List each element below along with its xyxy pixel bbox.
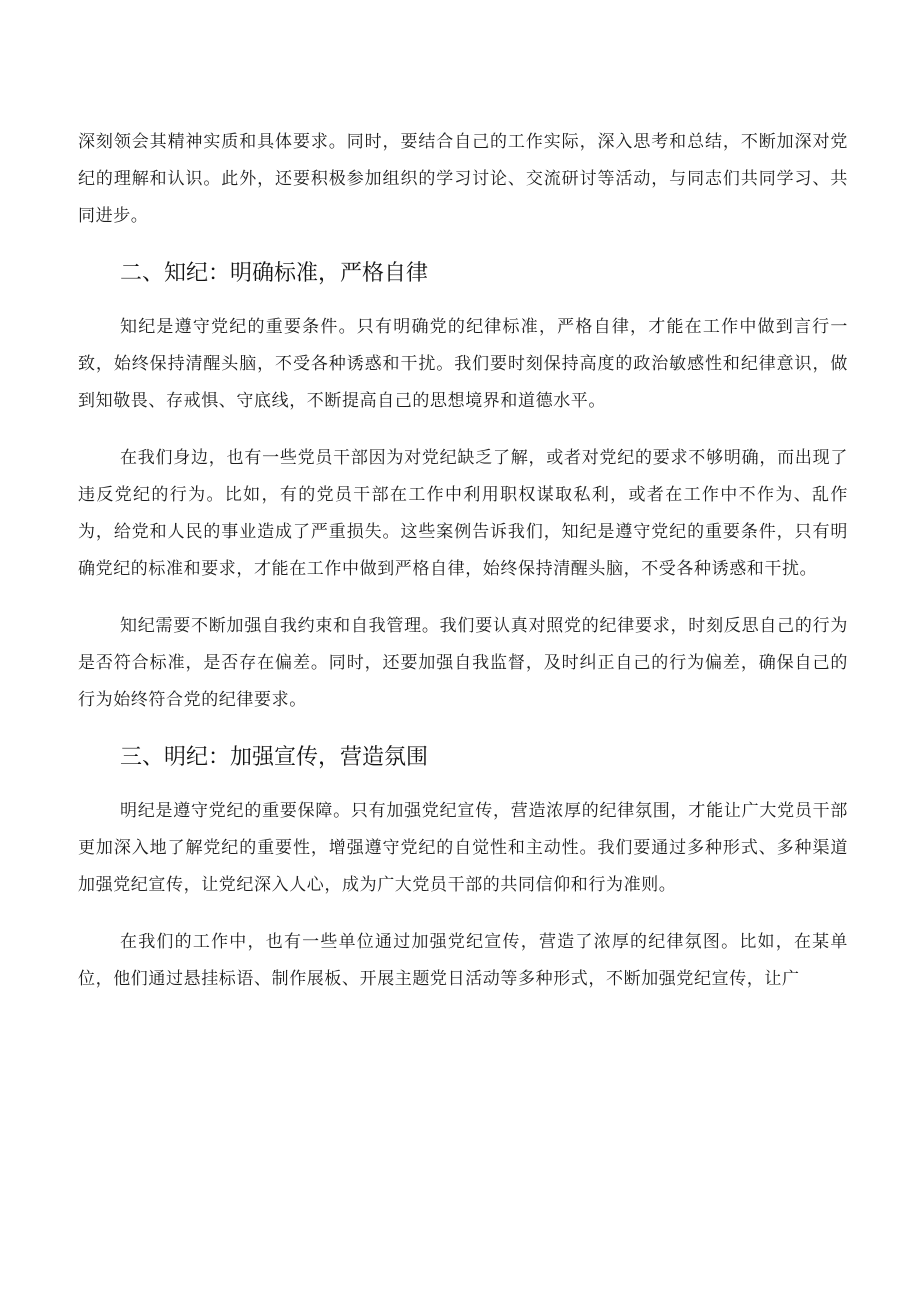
document-page bbox=[78, 124, 848, 998]
paragraph-mingji-example: 在我们的工作中，也有一些单位通过加强党纪宣传，营造了浓厚的纪律氛图。比如，在某单位，他们通过悬挂标语、制作展板、开展主题党日活动等多种形式，不断加强党纪宣传，让广 bbox=[78, 932, 848, 989]
paragraph-mingji-intro: 明纪是遵守党纪的重要保障。只有加强党纪宣传，营造浓厚的纪律氛围，才能让广大党员干部更加深入地了解党纪的重要性，增强遵守党纪的自觉性和主动性。我们要通过多种形式、多种渠道加强党纪宣传，让党纪深入人心，成为广大党员干部的共同信仰和行为准则。 bbox=[78, 801, 848, 895]
paragraph-zhiji-intro: 知纪是遵守党纪的重要条件。只有明确党的纪律标准，严格自律，才能在工作中做到言行一致，始终保持清醒头脑，不受各种诱惑和干扰。我们要时刻保持高度的政治敏感性和纪律意识，做到知敬畏、存戒惧、守底线，不断提高自己的思想境界和道德水平。 bbox=[78, 317, 848, 411]
paragraph-zhiji-examples: 在我们身边，也有一些党员干部因为对党纪缺乏了解，或者对党纪的要求不够明确，而出现了违反党纪的行为。比如，有的党员干部在工作中利用职权谋取私利，或者在工作中不作为、乱作为，给党和人民的事业造成了严重损失。这些案例告诉我们，知纪是遵守党纪的重要条件，只有明确党纪的标准和要求，才能在工作中做到严格自律，始终保持清醒头脑，不受各种诱惑和干扰。 bbox=[78, 448, 848, 579]
section-heading-mingji: 三、明纪：加强宣传，营造氛围 bbox=[120, 745, 429, 770]
paragraph-continuation: 深刻领会其精神实质和具体要求。同时，要结合自己的工作实际，深入思考和总结，不断加深对党纪的理解和认识。此外，还要积极参加组织的学习讨论、交流研讨等活动，与同志们共同学习、共同进步。 bbox=[78, 132, 848, 226]
section-heading-zhiji: 二、知纪：明确标准，严格自律 bbox=[120, 261, 429, 286]
paragraph-zhiji-self-management: 知纪需要不断加强自我约束和自我管理。我们要认真对照党的纪律要求，时刻反思自己的行为是否符合标准，是否存在偏差。同时，还要加强自我监督，及时纠正自己的行为偏差，确保自己的行为始终符合党的纪律要求。 bbox=[78, 616, 848, 710]
